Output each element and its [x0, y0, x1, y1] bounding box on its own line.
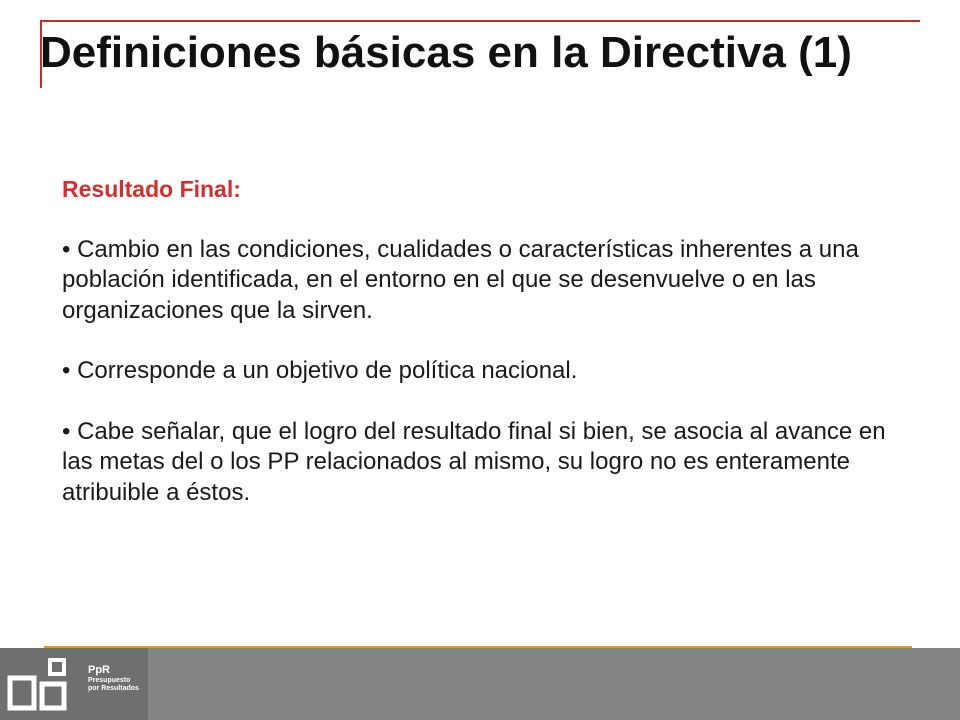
ppr-logo — [0, 648, 148, 720]
footer-bar — [0, 648, 960, 720]
ppr-logo-name: PpR — [88, 664, 110, 676]
ppr-logo-line2: por Resultados — [88, 685, 139, 692]
ppr-logo-line1: Presupuesto — [88, 677, 131, 684]
bullet-definition: • Cambio en las condiciones, cualidades o características inherentes a una población identificada, en el entorno en el que se desenvuelve o en las organizaciones que la sirven. — [62, 235, 859, 324]
ppr-squares-logo-icon — [6, 654, 82, 714]
subheading-resultado-final: Resultado Final: — [62, 176, 241, 202]
bullet-objective: • Corresponde a un objetivo de política nacional. — [62, 357, 578, 384]
bullet-attribution: • Cabe señalar, que el logro del resultado final si bien, se asocia al avance en las metas del o los PP relacionados al mismo, su logro no es enteramente atribuible a éstos. — [62, 417, 886, 506]
slide-title: Definiciones básicas en la Directiva (1) — [40, 28, 852, 77]
title-top-rule — [40, 20, 920, 22]
ppr-logo-text — [88, 664, 139, 693]
slide-content — [62, 174, 902, 538]
